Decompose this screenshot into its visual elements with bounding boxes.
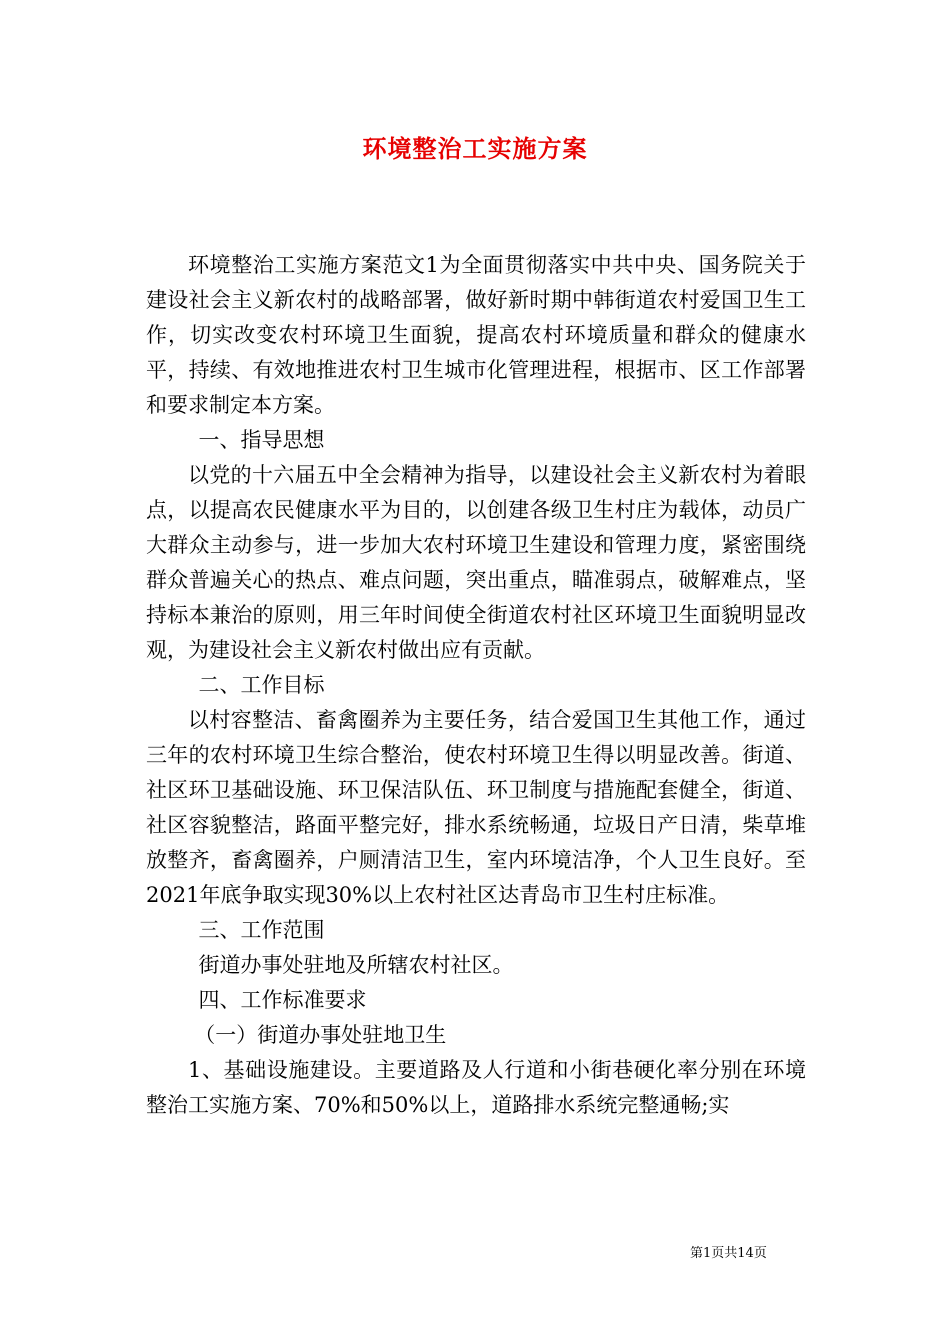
document-body [146,248,806,1123]
section-heading-work-scope: 三、工作范围 [198,918,325,942]
section-heading-guiding-ideology: 一、指导思想 [198,428,325,452]
paragraph-work-scope: 街道办事处驻地及所辖农村社区。 [198,953,514,977]
paragraph-work-goals: 以村容整洁、畜禽圈养为主要任务，结合爱国卫生其他工作，通过三年的农村环境卫生综合整治，使农村环境卫生得以明显改善。街道、社区环卫基础设施、环卫保洁队伍、环卫制度与措施配套健全，街道、社区容貌整洁，路面平整完好，排水系统畅通，垃圾日产日清，柴草堆放整齐，畜禽圈养，户厕清洁卫生，室内环境洁净，个人卫生良好。至2021年底争取实现30%以上农村社区达青岛市卫生村庄标准。 [146,708,806,907]
paragraph-infrastructure: 1、基础设施建设。主要道路及人行道和小街巷硬化率分别在环境整治工实施方案、70%和50%以上，道路排水系统完整通畅;实 [146,1058,806,1117]
subsection-heading-office-sanitation: （一）街道办事处驻地卫生 [194,1023,447,1047]
section-heading-work-standards: 四、工作标准要求 [198,988,367,1012]
paragraph-intro: 环境整治工实施方案范文1为全面贯彻落实中共中央、国务院关于建设社会主义新农村的战略部署，做好新时期中韩街道农村爱国卫生工作，切实改变农村环境卫生面貌，提高农村环境质量和群众的健康水平，持续、有效地推进农村卫生城市化管理进程，根据市、区工作部署和要求制定本方案。 [146,253,806,417]
page-number: 第1页共14页 [690,1246,767,1261]
document-title: 环境整治工实施方案 [362,134,588,163]
paragraph-guiding-ideology: 以党的十六届五中全会精神为指导，以建设社会主义新农村为着眼点，以提高农民健康水平为目的，以创建各级卫生村庄为载体，动员广大群众主动参与，进一步加大农村环境卫生建设和管理力度，紧密围绕群众普遍关心的热点、难点问题，突出重点，瞄准弱点，破解难点，坚持标本兼治的原则，用三年时间使全街道农村社区环境卫生面貌明显改观，为建设社会主义新农村做出应有贡献。 [146,463,806,662]
section-heading-work-goals: 二、工作目标 [198,673,325,697]
